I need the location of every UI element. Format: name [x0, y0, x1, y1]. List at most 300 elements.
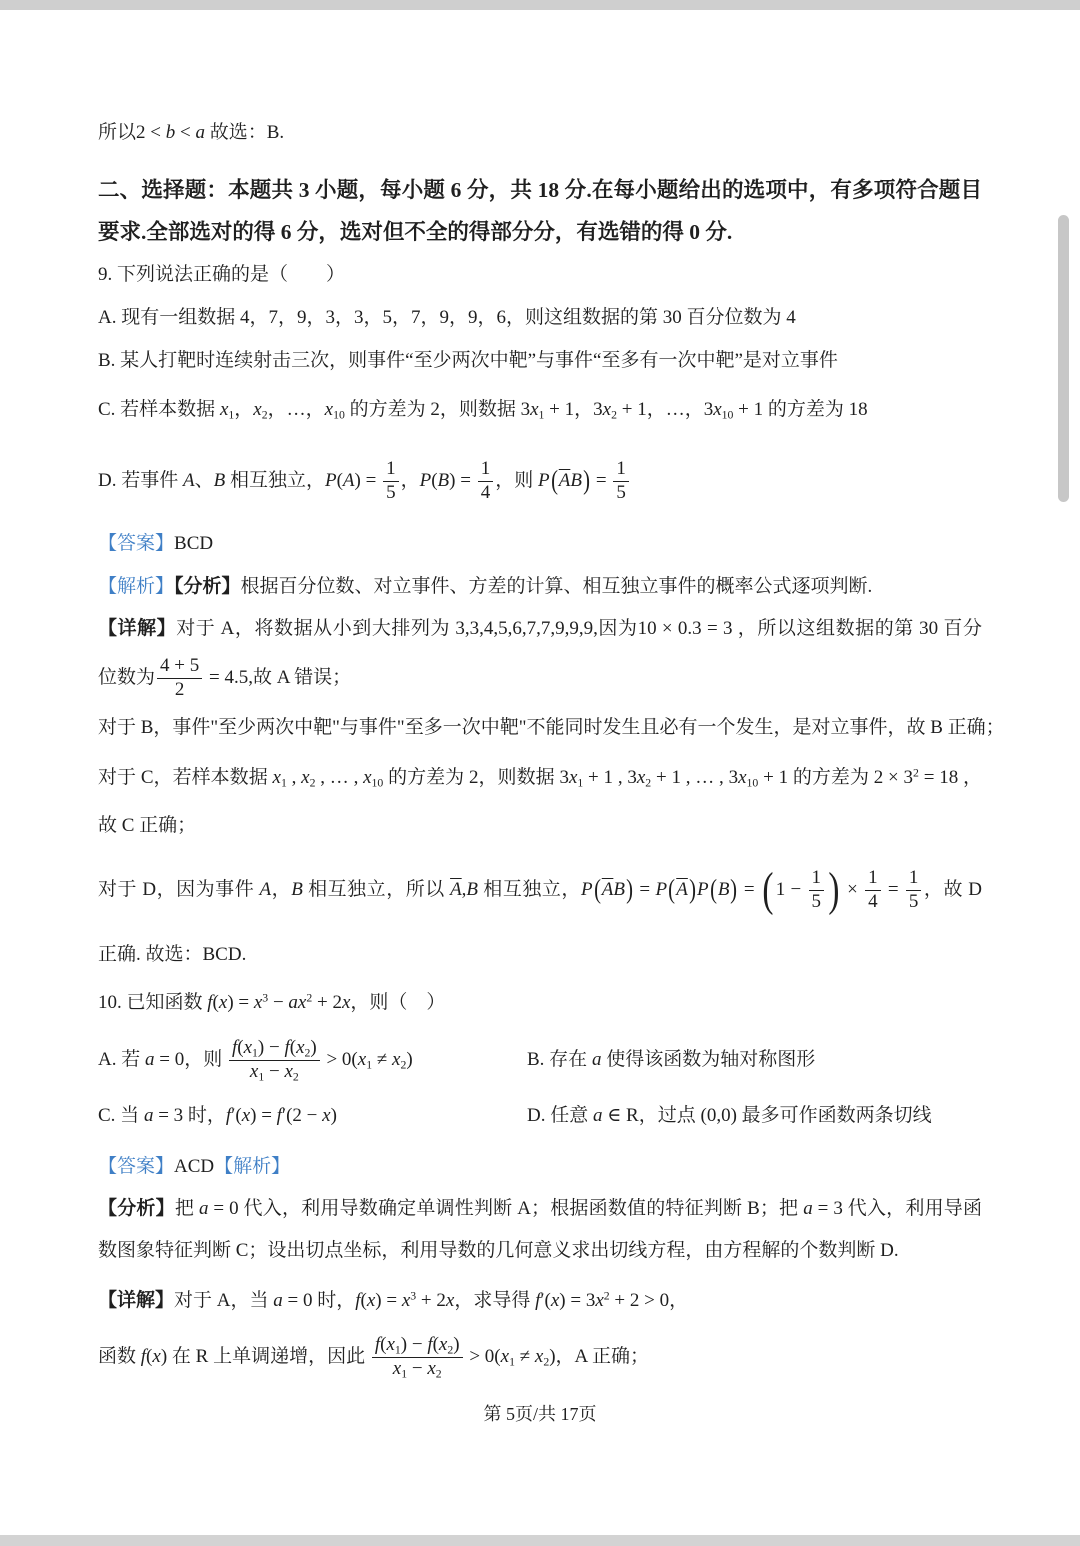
math-variable: x — [341, 992, 351, 1013]
text-run: 对于 C，若样本数据 — [98, 767, 273, 788]
subscript: 1 — [509, 1355, 515, 1369]
math-variable: f — [207, 992, 213, 1013]
text-run: 函数 — [98, 1346, 141, 1367]
text-run: 代入，利用导函 — [842, 1198, 982, 1219]
math-expression: ) = — [227, 992, 254, 1013]
large-paren: ) — [688, 873, 696, 905]
bold-section-label: 【分析】 — [98, 1198, 175, 1219]
math-variable: x — [636, 767, 646, 788]
text-run: 对于 A，当 — [174, 1290, 274, 1311]
math-expression: ) — [549, 1346, 556, 1367]
subscript: 10 — [721, 408, 734, 422]
q10-option-a — [98, 1028, 413, 1092]
math-expression: 10 × 0.3 = 3 — [637, 618, 733, 639]
math-expression: 3 — [627, 767, 637, 788]
section-heading-line-1: 二、选择题：本题共 3 小题，每小题 6 分，共 18 分.在每小题给出的选项中，有多项符合题目 — [98, 178, 982, 202]
subscript: 2 — [309, 776, 316, 790]
text-run: , … , — [315, 767, 364, 788]
math-variable: ax — [288, 992, 307, 1013]
text-run: ， — [271, 879, 292, 900]
math-variable: a — [592, 1105, 603, 1126]
fraction — [906, 867, 922, 914]
math-expression: = 3 — [812, 1198, 843, 1219]
math-expression: 5 — [616, 482, 626, 504]
text-run: , — [286, 767, 302, 788]
overlined-variable: $\overline{A}$ — [558, 470, 571, 491]
subscript: 2 — [292, 1070, 299, 1084]
superscript: 2 — [603, 1289, 610, 1303]
math-variable: B — [570, 470, 582, 491]
math-expression: ) — [453, 1334, 460, 1356]
text-run: D. 若事件 — [98, 470, 183, 491]
math-expression: ≠ — [514, 1346, 535, 1367]
math-variable: x — [296, 1037, 305, 1059]
text-run: ， — [234, 399, 254, 420]
math-variable: x — [363, 767, 372, 788]
math-expression: 2 — [174, 679, 185, 701]
math-expression: 5 — [908, 891, 919, 913]
text-run: 使得该函数为轴对称图形 — [601, 1049, 816, 1070]
math-expression: + 1 — [616, 399, 647, 420]
math-expression: + 1 — [583, 767, 614, 788]
q9-detail-line-7: 正确. 故选：BCD. — [98, 944, 247, 965]
math-variable: x — [550, 1290, 560, 1311]
section-heading-line-2: 要求.全部选对的得 6 分，选对但不全的得部分分，有选错的得 0 分. — [98, 220, 733, 244]
fraction-numerator — [613, 458, 629, 481]
large-paren: ) — [828, 863, 840, 916]
text-run: ，则（ ） — [350, 992, 446, 1013]
math-variable: a — [195, 122, 205, 143]
bottom-edge-bar — [0, 1535, 1080, 1546]
bold-section-label: 【详解】 — [98, 1290, 175, 1311]
math-variable: x — [219, 399, 229, 420]
subscript: 2 — [304, 1046, 311, 1060]
subscript: 1 — [228, 408, 235, 422]
fraction — [372, 1334, 463, 1381]
math-expression: + 2 — [312, 992, 342, 1013]
fraction-denominator — [865, 890, 881, 914]
text-run: 的方差为 2，则数据 — [344, 399, 521, 420]
math-expression: = — [634, 879, 656, 900]
math-expression: 1 — [386, 458, 396, 480]
math-variable: x — [534, 1346, 544, 1367]
subscript: 10 — [333, 408, 345, 422]
subscript: 10 — [371, 776, 384, 790]
math-variable: f — [231, 1037, 238, 1059]
math-expression: = 18 — [918, 767, 959, 788]
text-run: 把 — [174, 1198, 199, 1219]
fraction — [157, 655, 202, 702]
math-variable: x — [738, 767, 747, 788]
math-variable: b — [165, 122, 176, 143]
subscript: 1 — [280, 776, 287, 790]
large-paren: ( — [762, 863, 774, 916]
math-expression: ( — [237, 1037, 244, 1059]
math-variable: P — [324, 470, 337, 491]
text-run: C. 当 — [98, 1105, 144, 1126]
q9-detail-line-6 — [98, 858, 982, 922]
math-expression: + 1 — [651, 767, 681, 788]
math-expression: 4 + 5 — [160, 655, 200, 677]
math-variable: f — [427, 1334, 433, 1356]
text-run: 相互独立， — [225, 470, 325, 491]
math-expression: < — [175, 122, 196, 143]
blue-section-label: 【答案】 — [98, 533, 175, 554]
math-variable: x — [249, 1061, 259, 1083]
large-paren: ) — [730, 873, 738, 905]
subscript: 2 — [611, 408, 617, 422]
math-expression: ≠ — [372, 1049, 393, 1070]
subscript: 1 — [366, 1058, 373, 1072]
text-run: ， — [669, 1290, 689, 1311]
text-run: ，…， — [646, 399, 704, 420]
large-paren: ( — [668, 873, 676, 905]
q10-option-b — [527, 1040, 815, 1080]
page-number: 第 5页/共 17页 — [483, 1404, 597, 1424]
math-expression: ′( — [540, 1290, 551, 1311]
math-variable: f — [284, 1037, 290, 1059]
q9-detail-line-5: 故 C 正确； — [98, 815, 197, 836]
math-expression: 3 — [559, 767, 569, 788]
math-variable: B — [291, 879, 303, 900]
text-run: 相互独立，所以 — [302, 879, 451, 900]
q10-option-d — [527, 1096, 932, 1136]
fraction — [229, 1037, 320, 1084]
math-variable: P — [580, 879, 593, 900]
math-variable: B — [613, 879, 625, 900]
math-variable: x — [218, 992, 228, 1013]
math-variable: P — [697, 879, 709, 900]
math-variable: x — [366, 1290, 376, 1311]
fraction-denominator — [157, 678, 202, 702]
superscript: 3 — [410, 1289, 417, 1303]
fraction — [478, 458, 494, 505]
subscript: 1 — [538, 408, 545, 422]
blue-section-label: 【解析】 — [214, 1156, 291, 1177]
math-expression: ) = — [449, 470, 476, 491]
fraction-denominator — [383, 481, 399, 505]
text-run: ，A 正确； — [555, 1346, 649, 1367]
math-variable: x — [392, 1049, 401, 1070]
math-variable: x — [530, 399, 539, 420]
math-variable: x — [243, 1037, 253, 1059]
math-expression: 1 − — [775, 879, 807, 900]
scrollbar-thumb[interactable] — [1058, 215, 1069, 502]
text-run: 时， — [183, 1105, 226, 1126]
q10-stem — [98, 983, 445, 1023]
q9-option-b: B. 某人打靶时连续射击三次，则事件“至少两次中靶”与事件“至多有一次中靶”是对立事件 — [98, 350, 838, 371]
text-run: , — [613, 767, 628, 788]
math-expression: 2 × 3 — [873, 767, 914, 788]
math-variable: P — [419, 470, 432, 491]
math-variable: A — [182, 470, 195, 491]
math-variable: f — [355, 1290, 361, 1311]
subscript: 1 — [258, 1070, 265, 1084]
previous-answer-conclusion — [98, 113, 284, 153]
q10-option-c — [98, 1096, 337, 1136]
fraction-denominator — [229, 1060, 320, 1084]
math-variable: x — [445, 1290, 455, 1311]
bold-section-label: 【分析】 — [174, 576, 241, 597]
q9-detail-line-3: 对于 B，事件"至少两次中靶"与事件"至多一次中靶"不能同时发生且必有一个发生，是对立事件，故 B 正确； — [98, 717, 1005, 738]
text-run: D. 任意 — [527, 1105, 593, 1126]
text-run: 对于 D，因为事件 — [98, 879, 260, 900]
math-expression: (0,0) — [700, 1105, 737, 1126]
superscript: 3 — [262, 991, 269, 1005]
text-run: ，所以这组数据的第 30 百分 — [732, 618, 982, 639]
text-run: ，则 — [184, 1049, 227, 1070]
text-run: ，故 D — [923, 879, 982, 900]
math-variable: x — [438, 1334, 448, 1356]
fraction-denominator — [809, 890, 825, 914]
subscript: 2 — [543, 1355, 550, 1369]
math-expression: ) = — [375, 1290, 402, 1311]
subscript: 1 — [577, 776, 584, 790]
q9-option-d — [98, 449, 631, 513]
math-expression: ) — [406, 1049, 413, 1070]
math-variable: x — [301, 767, 310, 788]
math-variable: x — [357, 1049, 367, 1070]
text-run: ， — [574, 399, 594, 420]
math-expression: 3 — [728, 767, 739, 788]
text-run: 代入，利用导数确定单调性判断 A；根据函数值的特征判断 B；把 — [238, 1198, 804, 1219]
math-variable: f — [140, 1346, 147, 1367]
math-expression: ) — [160, 1346, 168, 1367]
math-variable: x — [324, 399, 334, 420]
math-expression: ∈ R — [602, 1105, 639, 1126]
q9-option-c — [98, 390, 868, 430]
math-expression: 5 — [811, 891, 822, 913]
text-run: , … , — [680, 767, 729, 788]
math-expression: 1 — [616, 458, 626, 480]
math-expression: 4 — [480, 482, 491, 504]
text-run: 的方差为 — [788, 767, 874, 788]
math-variable: B — [437, 470, 450, 491]
math-expression: ( — [289, 1037, 297, 1059]
math-variable: f — [225, 1105, 232, 1126]
math-variable: x — [427, 1358, 436, 1380]
math-variable: x — [568, 767, 578, 788]
blue-section-label: 【答案】 — [98, 1156, 175, 1177]
q10-detail-line-2 — [98, 1325, 649, 1389]
q9-detail-line-1 — [98, 609, 982, 649]
math-expression: ( — [380, 1334, 387, 1356]
math-variable: P — [655, 879, 668, 900]
math-variable: a — [144, 1049, 155, 1070]
math-variable: f — [276, 1105, 282, 1126]
text-run: 10. 已知函数 — [98, 992, 208, 1013]
text-run: 在 R 上单调递增，因此 — [167, 1346, 370, 1367]
math-variable: x — [602, 399, 612, 420]
fraction-numerator — [906, 867, 922, 890]
fraction-numerator — [383, 458, 399, 481]
fraction-denominator — [478, 481, 494, 505]
text-run: 故选：B. — [204, 122, 285, 143]
fraction-denominator — [906, 890, 922, 914]
math-expression: 3 — [703, 399, 714, 420]
fraction-numerator — [478, 458, 494, 481]
math-variable: B — [466, 879, 479, 900]
math-expression: + 1 — [544, 399, 575, 420]
math-expression: ) — [310, 1037, 317, 1059]
math-expression: 1 — [480, 458, 491, 480]
subscript: 1 — [401, 1367, 408, 1381]
text-run: 、 — [194, 470, 214, 491]
subscript: 2 — [261, 408, 268, 422]
q9-stem: 9. 下列说法正确的是（ ） — [98, 264, 346, 285]
math-expression: 4 — [868, 891, 878, 913]
math-expression: = 0 — [154, 1049, 185, 1070]
q10-analysis-line-1 — [98, 1189, 982, 1229]
math-expression: 3 — [520, 399, 531, 420]
math-expression: ′( — [231, 1105, 242, 1126]
math-variable: x — [500, 1346, 510, 1367]
math-expression: ( — [212, 992, 219, 1013]
math-expression: − — [268, 992, 289, 1013]
math-variable: x — [386, 1334, 395, 1356]
subscript: 2 — [645, 776, 652, 790]
math-expression: ( — [336, 470, 343, 491]
fraction-denominator — [613, 481, 629, 505]
text-run: 所以 — [98, 122, 137, 143]
math-expression: 1 — [908, 867, 919, 889]
math-variable: a — [803, 1198, 813, 1219]
large-paren: ) — [583, 464, 591, 496]
math-variable: A — [259, 879, 272, 900]
math-expression: = 0 — [282, 1290, 313, 1311]
math-expression: ) — [330, 1105, 337, 1126]
math-variable: f — [374, 1334, 381, 1356]
math-expression: ( — [431, 470, 438, 491]
math-variable: P — [537, 470, 550, 491]
fraction-numerator — [229, 1037, 320, 1060]
fraction — [809, 867, 825, 914]
q10-answer — [98, 1147, 290, 1187]
large-paren: ( — [709, 873, 717, 905]
math-variable: x — [392, 1358, 402, 1380]
math-expression: + 1 — [733, 399, 764, 420]
math-expression: ) = — [250, 1105, 277, 1126]
overlined-variable: $\overline{A}$ — [450, 879, 462, 900]
math-expression: + 2 > 0 — [609, 1290, 670, 1311]
text-run: ，…， — [267, 399, 325, 420]
text-run: ，求导得 — [454, 1290, 536, 1311]
math-expression: > 0( — [321, 1049, 358, 1070]
large-paren: ( — [593, 873, 601, 905]
math-expression: ′(2 − — [281, 1105, 323, 1126]
math-expression: , — [461, 879, 467, 900]
fraction — [383, 458, 399, 505]
text-run: C. 若样本数据 — [98, 399, 220, 420]
text-run: 的方差为 18 — [763, 399, 868, 420]
math-expression: > 0( — [464, 1346, 501, 1367]
math-variable: x — [713, 399, 722, 420]
q9-analysis — [98, 567, 872, 607]
text-run: ，过点 — [638, 1105, 701, 1126]
text-run: ， — [958, 767, 982, 788]
math-variable: a — [143, 1105, 154, 1126]
math-expression: + 2 — [416, 1290, 446, 1311]
math-expression: − — [407, 1358, 428, 1380]
bold-section-label: 【详解】 — [98, 618, 177, 639]
math-variable: x — [595, 1290, 604, 1311]
math-variable: A — [342, 470, 355, 491]
text-run: ,故 A 错误； — [248, 667, 352, 688]
text-run: 对于 A，将数据从小到大排列为 3,3,4,5,6,7,7,9,9,9,因为 — [176, 618, 638, 639]
blue-section-label: 【解析】 — [98, 576, 175, 597]
text-run: 位数为 — [98, 667, 156, 688]
superscript: 2 — [913, 766, 919, 780]
fraction — [865, 867, 881, 914]
math-expression: = 3 — [153, 1105, 184, 1126]
superscript: 2 — [306, 991, 313, 1005]
overlined-variable: $\overline{A}$ — [601, 879, 614, 900]
math-expression: = 4.5 — [204, 667, 249, 688]
text-run: ， — [400, 470, 420, 491]
q9-answer — [98, 524, 213, 564]
q9-detail-line-2 — [98, 646, 351, 710]
subscript: 10 — [746, 776, 759, 790]
q10-detail-line-1 — [98, 1281, 688, 1321]
math-variable: x — [272, 767, 281, 788]
math-expression: = — [591, 470, 612, 491]
overlined-variable: $\overline{A}$ — [676, 879, 688, 900]
subscript: 1 — [252, 1046, 258, 1060]
top-edge-bar — [0, 0, 1080, 10]
text-run: ，则 — [495, 470, 538, 491]
fraction-denominator — [372, 1357, 463, 1381]
text-run: 的方差为 2，则数据 — [383, 767, 560, 788]
fraction-numerator — [372, 1334, 463, 1357]
math-expression: × — [841, 879, 864, 900]
q10-analysis-line-2: 数图象特征判断 C；设出切点坐标，利用导数的几何意义求出切线方程，由方程解的个数判断 D. — [98, 1240, 899, 1261]
math-variable: B — [213, 470, 226, 491]
text-run: 相互独立， — [478, 879, 581, 900]
math-expression: 1 — [811, 867, 822, 889]
math-variable: x — [401, 1290, 411, 1311]
math-expression: = — [738, 879, 760, 900]
math-variable: x — [253, 992, 263, 1013]
math-variable: x — [152, 1346, 161, 1367]
text-run: 根据百分位数、对立事件、方差的计算、相互独立事件的概率公式逐项判断. — [240, 576, 873, 597]
math-variable: x — [241, 1105, 251, 1126]
large-paren: ( — [550, 464, 558, 496]
large-paren: ) — [626, 873, 634, 905]
text-run: BCD — [174, 533, 214, 554]
math-variable: B — [717, 879, 730, 900]
text-run: ACD — [174, 1156, 215, 1177]
q9-option-a: A. 现有一组数据 4，7，9，3，3，5，7，9，9，6，则这组数据的第 30 百分位数为 4 — [98, 307, 796, 328]
math-variable: a — [591, 1049, 602, 1070]
math-expression: ( — [360, 1290, 367, 1311]
math-variable: f — [535, 1290, 541, 1311]
subscript: 2 — [400, 1058, 407, 1072]
math-variable: x — [253, 399, 262, 420]
math-expression: ) − — [400, 1334, 428, 1356]
fraction-numerator — [865, 867, 881, 890]
math-expression: ) − — [257, 1037, 285, 1059]
text-run: B. 存在 — [527, 1049, 592, 1070]
fraction — [613, 458, 629, 505]
math-variable: a — [198, 1198, 209, 1219]
text-run: 最多可作函数两条切线 — [736, 1105, 932, 1126]
math-expression: = — [882, 879, 904, 900]
subscript: 1 — [394, 1343, 401, 1357]
math-expression: ) = — [354, 470, 382, 491]
subscript: 2 — [435, 1367, 442, 1381]
math-variable: a — [273, 1290, 283, 1311]
math-expression: + 1 — [758, 767, 789, 788]
